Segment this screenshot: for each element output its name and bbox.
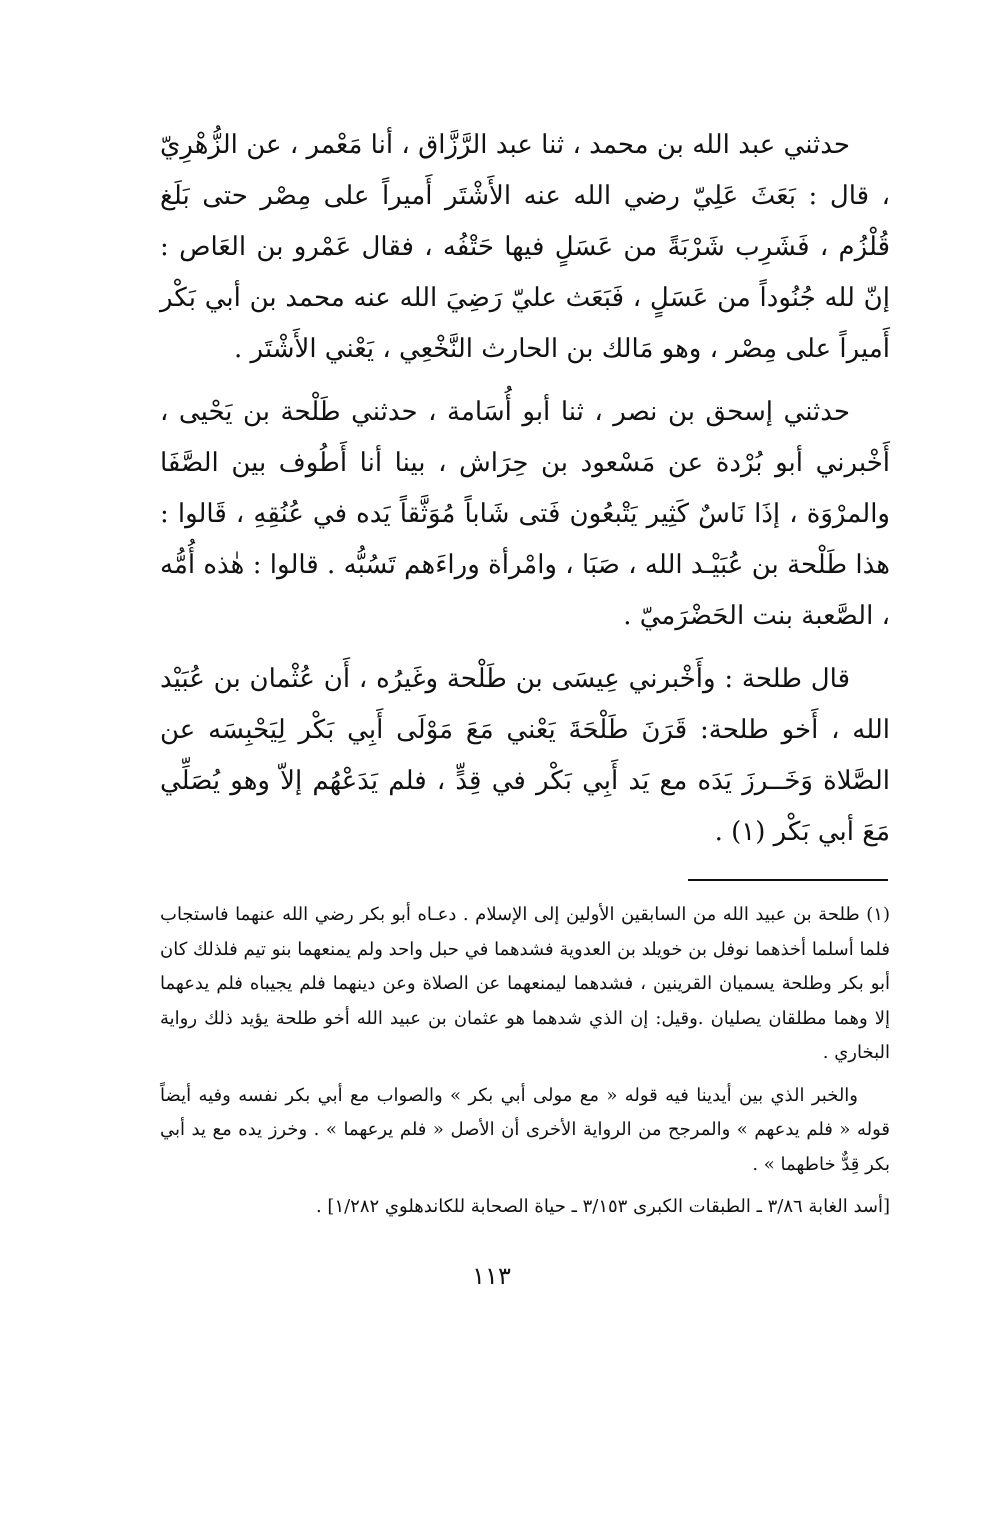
footnote-1-continuation: والخبر الذي بين أيدينا فيه قوله « مع مولى أبي بكر » والصواب مع أبي بكر نفسه وفيه أيضاً قوله « فلم يدعهم » والمرجح من الرواية الأخرى أن الأصل « فلم يرعهما » . وخرز يده مع يد أبي بكر قِدٌّ خاطهما » . xyxy=(160,1084,890,1175)
footnote-separator xyxy=(688,879,888,881)
footnote-sources: [أسد الغابة ٣/٨٦ ـ الطبقات الكبرى ٣/١٥٣ ـ حياة الصحابة للكاندهلوي ١/٢٨٢] . xyxy=(315,1196,890,1217)
main-text-body xyxy=(160,120,890,870)
main-paragraph-3: قال طلحة : وأَخْبرني عِيسَى بن طَلْحة وغَيرُه ، أَن عُثْمان بن عُبَيْد الله ، أَخو طلحة: قَرَنَ طَلْحَةَ يَعْني مَعَ مَوْلَى أَبِي بَكْر لِيَحْبِسَه عن الصَّلاة وَخَــرزَ يَدَه مع يَد أَبِي بَكْر في قِدٍّ ، فلم يَدَعْهُم إلاّ وهو يُصَلِّي مَعَ أبي بَكْر (١) . xyxy=(160,664,890,847)
main-paragraph-2: حدثني إسحق بن نصر ، ثنا أبو أُسَامة ، حدثني طَلْحة بن يَحْيى ، أَخْبرني أبو بُرْدة عن مَسْعود بن حِرَاش ، بينا أنا أَطُوف بين الصَّفَا والمرْوَة ، إذَا نَاسٌ كَثِير يَتْبعُون فَتى شَاباً مُوَثَّقاً يَده في عُنُقِهِ ، قَالوا : هذا طَلْحة بن عُبَيْـد الله ، صَبَا ، وامْرأة وراءَهم تَسُبُّه . قالوا : هٰذه أُمُّه ، الصَّعبة بنت الحَضْرَميّ . xyxy=(160,397,890,631)
footnote-1: (١) طلحة بن عبيد الله من السابقين الأولين إلى الإسلام . دعـاه أبو بكر رضي الله عنهما فاستجاب فلما أسلما أخذهما نوفل بن خويلد بن العدوية فشدهما في حبل واحد ولم يمنعهما بنو تيم فلذلك كان أبو بكر وطلحة يسميان القرينين ، فشدهما ليمنعهما عن الصلاة وعن دينهما فلم يجيباه فلم يدعهما إلا وهما مطلقان يصليان .وقيل: إن الذي شدهما هو عثمان بن عبيد الله أخو طلحة يؤيد ذلك رواية البخاري . xyxy=(160,904,890,1063)
footnotes-section xyxy=(160,898,890,1233)
main-paragraph-1: حدثني عبد الله بن محمد ، ثنا عبد الرَّزَّاق ، أنا مَعْمر ، عن الزُّهْرِيّ ، قال : بَعَثَ عَلِيّ رضي الله عنه الأَشْتَر أَميراً على مِصْر حتى بَلَغ قُلْزُم ، فَشَرِب شَرْبَةً من عَسَلٍ فيها حَتْفُه ، فقال عَمْرو بن العَاص : إنّ لله جُنُوداً من عَسَلٍ ، فَبَعَث عليّ رَضِيَ الله عنه محمد بن أبي بَكْر أَميراً على مِصْر ، وهو مَالك بن الحارث النَّخْعِي ، يَعْني الأَشْتَر . xyxy=(160,130,890,364)
page-number: ١١٣ xyxy=(472,1262,511,1290)
